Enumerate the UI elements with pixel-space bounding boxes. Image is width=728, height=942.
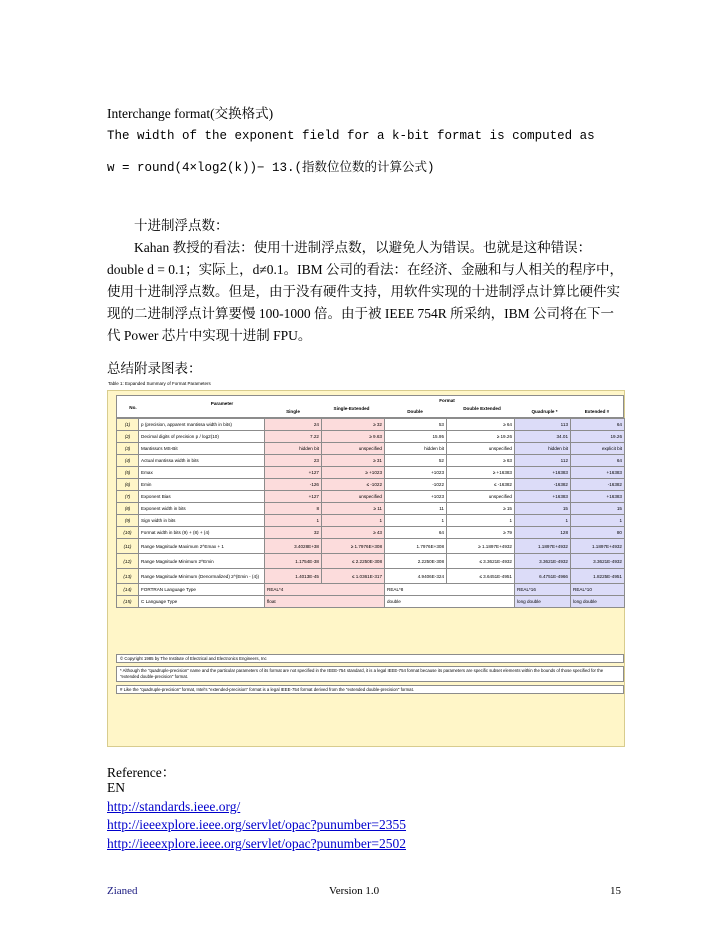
table-row (117, 554, 625, 569)
row-value: +127 (265, 467, 322, 479)
row-parameter: Range Magnitude Minimum 2^Emin (139, 554, 265, 569)
row-value: +1023 (385, 467, 447, 479)
row-value: 6.4751E-4966 (515, 569, 571, 584)
row-value: 23 (265, 455, 322, 467)
row-parameter: Emin (139, 479, 265, 491)
row-value: 113 (515, 419, 571, 431)
row-parameter: Exponent width in bits (139, 503, 265, 515)
row-value: REAL*10 (571, 584, 625, 596)
row-value: 34.01 (515, 431, 571, 443)
row-parameter: Sign width in bits (139, 515, 265, 527)
row-value: ≥ 11 (322, 503, 385, 515)
table-row (117, 515, 625, 527)
row-value: ≥ 15 (447, 503, 515, 515)
row-number: (6) (117, 479, 139, 491)
extended-footnote: # Like the "quadruple-precision" format, Intel's "extended-precision" format is a legal IEEE-754 format derived from the "extended double-precision" format. (116, 685, 624, 694)
row-value: 1 (447, 515, 515, 527)
row-number: (2) (117, 431, 139, 443)
table-row (117, 455, 625, 467)
row-value: 15 (571, 503, 625, 515)
row-value: +1023 (385, 491, 447, 503)
row-parameter: Range Magnitude Maximum 2^Emax + 1 (139, 539, 265, 554)
row-value: ≥ +1023 (322, 467, 385, 479)
row-value: ≤ 3.6451E-4951 (447, 569, 515, 584)
row-value: 1 (265, 515, 322, 527)
row-number: (10) (117, 527, 139, 539)
row-value: +16383 (515, 491, 571, 503)
row-value: 1 (571, 515, 625, 527)
ieee-explore-link-2502[interactable]: http://ieeexplore.ieee.org/servlet/opac?punumber=2502 (107, 836, 407, 851)
row-value: 1.1897E+4932 (515, 539, 571, 554)
row-value: 15 (515, 503, 571, 515)
row-value: hidden bit (515, 443, 571, 455)
row-value: ≥ 63 (447, 455, 515, 467)
row-value: ≥ 9.63 (322, 431, 385, 443)
row-value: 3.3621E-4932 (515, 554, 571, 569)
row-value: 3.3621E-4932 (571, 554, 625, 569)
row-value: 4.9406E-324 (385, 569, 447, 584)
row-number: (14) (117, 584, 139, 596)
row-value: unspecified (322, 443, 385, 455)
row-value: unspecified (447, 491, 515, 503)
row-value: ≥ 32 (322, 419, 385, 431)
table-row (117, 569, 625, 584)
row-value: 1.7976E+308 (385, 539, 447, 554)
row-value: unspecified (322, 491, 385, 503)
row-parameter: Range Magnitude Minimum (Denormalized) 2^(Emin - (4)) (139, 569, 265, 584)
footer-version: Version 1.0 (329, 885, 380, 897)
col-format-header: Format (439, 398, 455, 403)
row-value: float (265, 596, 385, 608)
row-value: 2.2250E-308 (385, 554, 447, 569)
row-parameter: Actual mantissa width in bits (139, 455, 265, 467)
quadruple-footnote: * Although the "quadruple-precision" name and the particular parameters of its format are not specified in the IEEE-754 standard, it is a legal IEEE-754 format because its parameters are specific subset elements within the bounds of those specified for the "extended double-precision" format. (116, 666, 624, 682)
row-value: REAL*4 (265, 584, 385, 596)
row-value: unspecified (447, 443, 515, 455)
decimal-floating-section (107, 215, 625, 347)
reference-label: Reference： (107, 765, 176, 780)
row-value: ≤ 2.2250E-308 (322, 554, 385, 569)
col-param-header: Parameter (210, 401, 234, 406)
row-value: -1022 (385, 479, 447, 491)
row-value: 1 (515, 515, 571, 527)
row-value: 1.1897E+4932 (571, 539, 625, 554)
table-header (116, 395, 624, 418)
row-value: 24 (265, 419, 322, 431)
table-row (117, 539, 625, 554)
row-number: (13) (117, 569, 139, 584)
row-value: -16382 (515, 479, 571, 491)
decimal-title: 十进制浮点数： (134, 218, 229, 233)
row-value: long double (515, 596, 571, 608)
row-value: 1.4013E-45 (265, 569, 322, 584)
row-number: (15) (117, 596, 139, 608)
format-extended: Extended # (584, 409, 610, 414)
row-value: 128 (515, 527, 571, 539)
col-no-header: No. (129, 405, 137, 410)
footer-author: Zianed (107, 885, 138, 897)
row-number: (1) (117, 419, 139, 431)
row-parameter: C Language Type (139, 596, 265, 608)
row-value: ≥ 31 (322, 455, 385, 467)
row-parameter: p (precision, apparent mantissa width in bits) (139, 419, 265, 431)
row-value: hidden bit (265, 443, 322, 455)
format-single: Single (286, 409, 300, 414)
row-number: (7) (117, 491, 139, 503)
exponent-width-sentence: The width of the exponent field for a k-bit format is computed as (107, 129, 595, 143)
row-value: ≤ 1.0361E-317 (322, 569, 385, 584)
appendix-title: 总结附录图表： (107, 361, 202, 376)
row-value: 7.22 (265, 431, 322, 443)
table-caption: Table 1: Expanded Summary of Format Parameters (108, 381, 211, 386)
row-value: 1 (385, 515, 447, 527)
row-value: +16383 (571, 491, 625, 503)
ieee-standards-link[interactable]: http://standards.ieee.org/ (107, 799, 241, 814)
row-value: 15.95 (385, 431, 447, 443)
row-number: (12) (117, 554, 139, 569)
row-value: ≥ 43 (322, 527, 385, 539)
row-value: +16383 (515, 467, 571, 479)
table-row (117, 503, 625, 515)
c-language-row (117, 596, 625, 608)
row-number: (11) (117, 539, 139, 554)
format-double: Double (407, 409, 423, 414)
table-row (117, 467, 625, 479)
row-value: REAL*16 (515, 584, 571, 596)
row-value: ≥ 1.7976E+308 (322, 539, 385, 554)
row-parameter: Exponent Bias (139, 491, 265, 503)
row-value: ≥ +16383 (447, 467, 515, 479)
row-value: +16383 (571, 467, 625, 479)
row-value: -16382 (571, 479, 625, 491)
row-number: (9) (117, 515, 139, 527)
row-number: (5) (117, 467, 139, 479)
row-value: 3.4028E+38 (265, 539, 322, 554)
format-single-extended: Single-Extended (333, 406, 370, 411)
row-value: 64 (385, 527, 447, 539)
row-number: (8) (117, 503, 139, 515)
table-row (117, 527, 625, 539)
row-value: ≤ -16382 (447, 479, 515, 491)
table-row (117, 443, 625, 455)
row-value: 19.26 (571, 431, 625, 443)
row-value: REAL*8 (385, 584, 515, 596)
footer-page-number: 15 (610, 885, 621, 897)
fortran-row (117, 584, 625, 596)
row-value: 52 (385, 455, 447, 467)
table-row (117, 479, 625, 491)
row-number: (3) (117, 443, 139, 455)
row-value: hidden bit (385, 443, 447, 455)
row-value: 112 (515, 455, 571, 467)
row-value: 1.8225E-4951 (571, 569, 625, 584)
interchange-format-heading: Interchange format(交换格式) (107, 106, 274, 121)
row-value: ≥ 79 (447, 527, 515, 539)
row-value: 1 (322, 515, 385, 527)
row-value: ≤ 3.3621E-4932 (447, 554, 515, 569)
format-quadruple: Quadruple * (531, 409, 558, 414)
ieee-explore-link-2355[interactable]: http://ieeexplore.ieee.org/servlet/opac?punumber=2355 (107, 817, 407, 832)
row-value: +127 (265, 491, 322, 503)
table-row (117, 419, 625, 431)
row-value: double (385, 596, 515, 608)
format-summary-table (107, 390, 625, 747)
row-value: 80 (571, 527, 625, 539)
row-parameter: Decimal digits of precision p / log2(10) (139, 431, 265, 443)
reference-lang: EN (107, 780, 125, 795)
row-parameter: Format width in bits (9) + (8) + (4) (139, 527, 265, 539)
row-value: -126 (265, 479, 322, 491)
row-value: 32 (265, 527, 322, 539)
row-value: 1.1754E-38 (265, 554, 322, 569)
row-value: explicit bit (571, 443, 625, 455)
table-row (117, 431, 625, 443)
exponent-formula: w = round(4×log2(k))− 13.(指数位位数的计算公式) (107, 161, 435, 175)
row-parameter: Emax (139, 467, 265, 479)
table-row (117, 491, 625, 503)
format-double-extended: Double Extended (463, 406, 501, 411)
row-value: ≥ 19.26 (447, 431, 515, 443)
row-value: 64 (571, 455, 625, 467)
format-parameter-rows (116, 418, 625, 608)
row-value: ≥ 64 (447, 419, 515, 431)
decimal-body: Kahan 教授的看法：使用十进制浮点数，以避免人为错误。也就是这种错误：double d = 0.1；实际上，d≠0.1。IBM 公司的看法：在经济、金融和与人相关的程序中，使用十进制浮点数。但是，由于没有硬件支持，用软件实现的十进制浮点计算比硬件实现的二进制浮点计算要慢 100-1000 倍。由于被 IEEE 754R 所采纳，IBM 公司将在下一代 Power 芯片中实现十进制 FPU。 (107, 240, 624, 343)
row-value: 64 (571, 419, 625, 431)
row-value: 11 (385, 503, 447, 515)
row-value: ≤ -1022 (322, 479, 385, 491)
row-value: ≥ 1.1897E+4932 (447, 539, 515, 554)
row-value: long double (571, 596, 625, 608)
row-parameter: FORTRAN Language Type (139, 584, 265, 596)
row-parameter: Mantissa's MS-Bit (139, 443, 265, 455)
copyright-note: © Copyright 1985 by The Institute of Electrical and Electronics Engineers, Inc (116, 654, 624, 663)
row-number: (4) (117, 455, 139, 467)
row-value: 8 (265, 503, 322, 515)
row-value: 53 (385, 419, 447, 431)
